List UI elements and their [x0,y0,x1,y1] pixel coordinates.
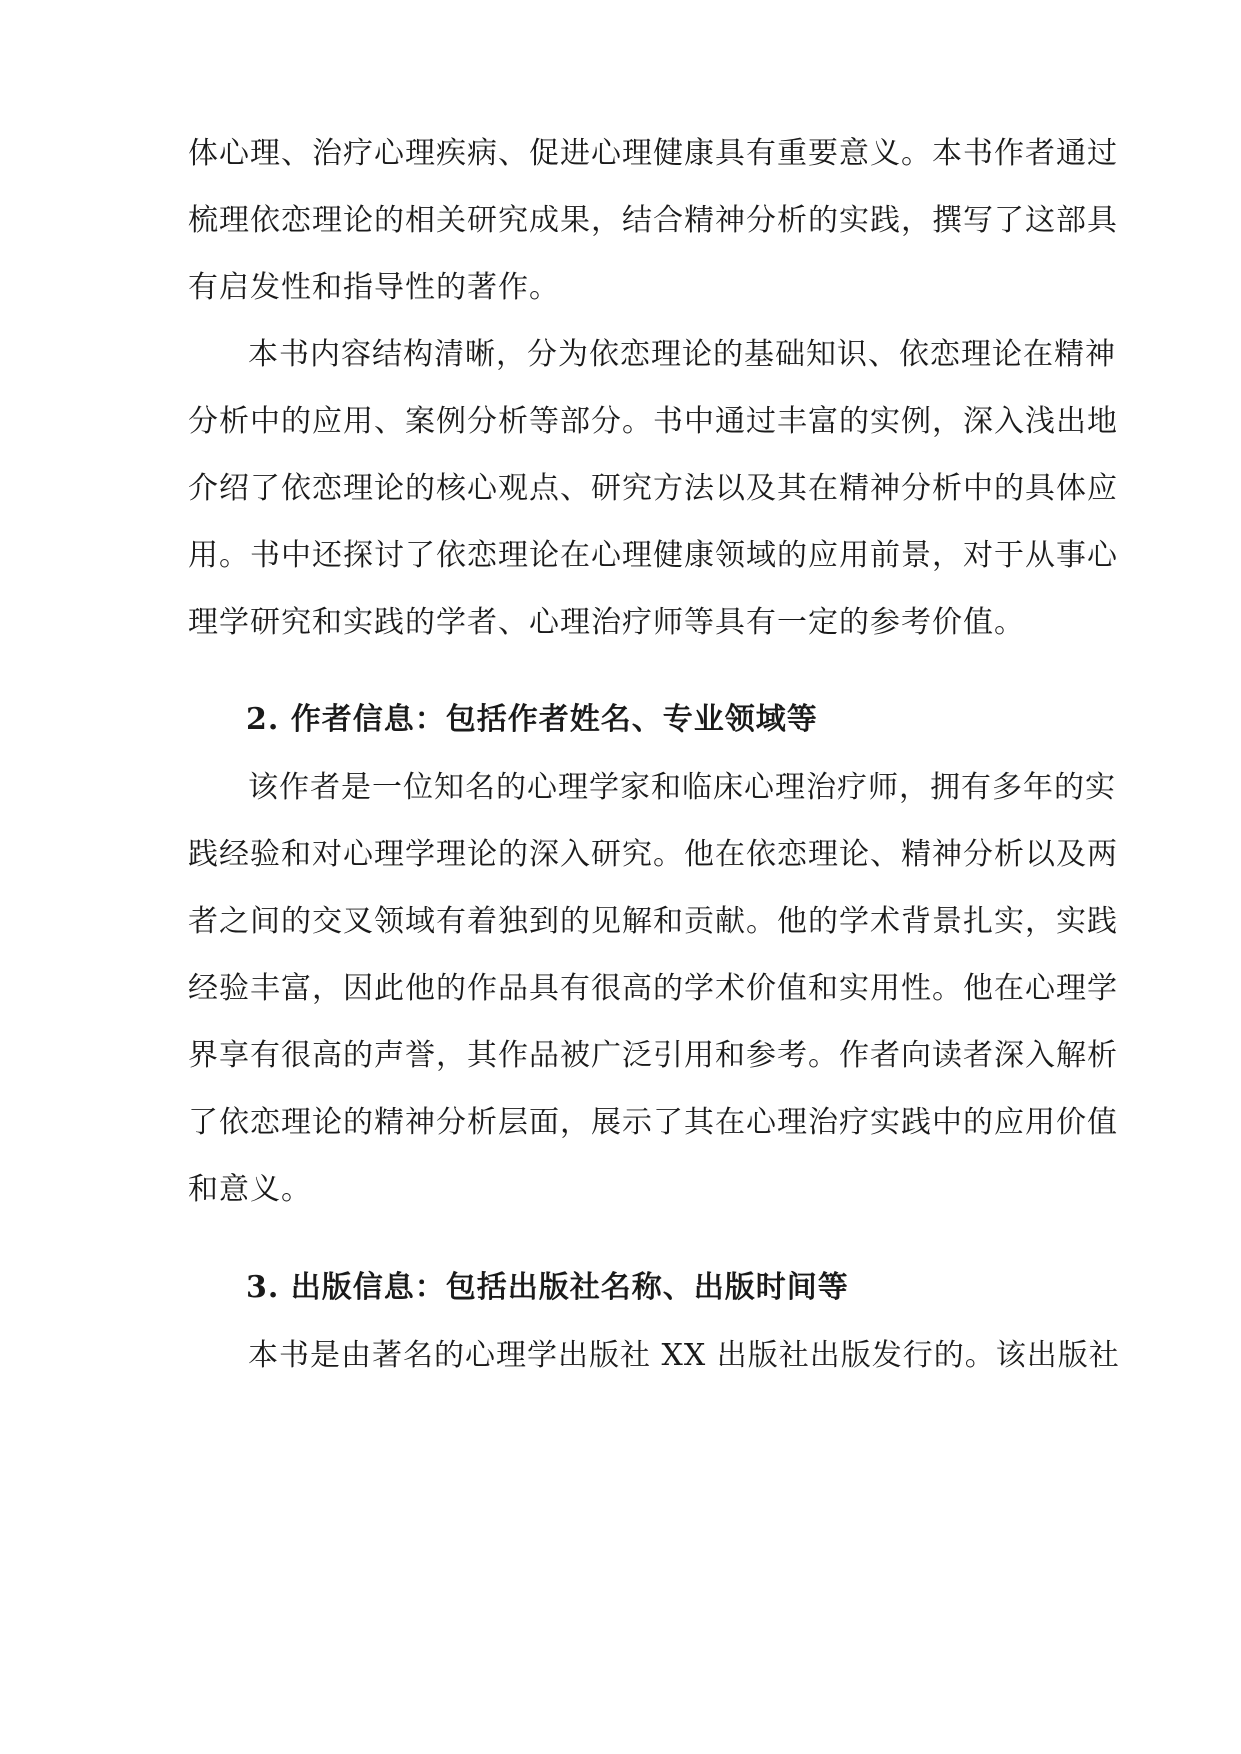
text-line: 分析中的应用、案例分析等部分。书中通过丰富的实例，深入浅出地 [188,404,1118,439]
text-line: 用。书中还探讨了依恋理论在心理健康领域的应用前景，对于从事心 [188,538,1118,573]
text-line: 本书是由著名的心理学出版社 XX 出版社出版发行的。该出版社 [248,1338,1120,1373]
text-line: 和意义。 [188,1172,312,1207]
text-line: 介绍了依恋理论的核心观点、研究方法以及其在精神分析中的具体应 [188,471,1118,506]
text-line: 践经验和对心理学理论的深入研究。他在依恋理论、精神分析以及两 [188,837,1118,872]
text-line: 本书内容结构清晰，分为依恋理论的基础知识、依恋理论在精神 [248,337,1116,372]
text-line: 了依恋理论的精神分析层面，展示了其在心理治疗实践中的应用价值 [188,1105,1118,1140]
text-line: 者之间的交叉领域有着独到的见解和贡献。他的学术背景扎实，实践 [188,904,1118,939]
text-line: 经验丰富，因此他的作品具有很高的学术价值和实用性。他在心理学 [188,971,1118,1006]
text-line: 理学研究和实践的学者、心理治疗师等具有一定的参考价值。 [188,605,1025,640]
section-heading: 2. 作者信息：包括作者姓名、专业领域等 [246,702,818,737]
text-line: 有启发性和指导性的著作。 [188,270,560,305]
section-heading: 3. 出版信息：包括出版社名称、出版时间等 [246,1270,849,1305]
text-line: 该作者是一位知名的心理学家和临床心理治疗师，拥有多年的实 [248,770,1116,805]
text-line: 体心理、治疗心理疾病、促进心理健康具有重要意义。本书作者通过 [188,136,1118,171]
text-line: 梳理依恋理论的相关研究成果，结合精神分析的实践，撰写了这部具 [188,203,1118,238]
text-line: 界享有很高的声誉，其作品被广泛引用和参考。作者向读者深入解析 [188,1038,1118,1073]
